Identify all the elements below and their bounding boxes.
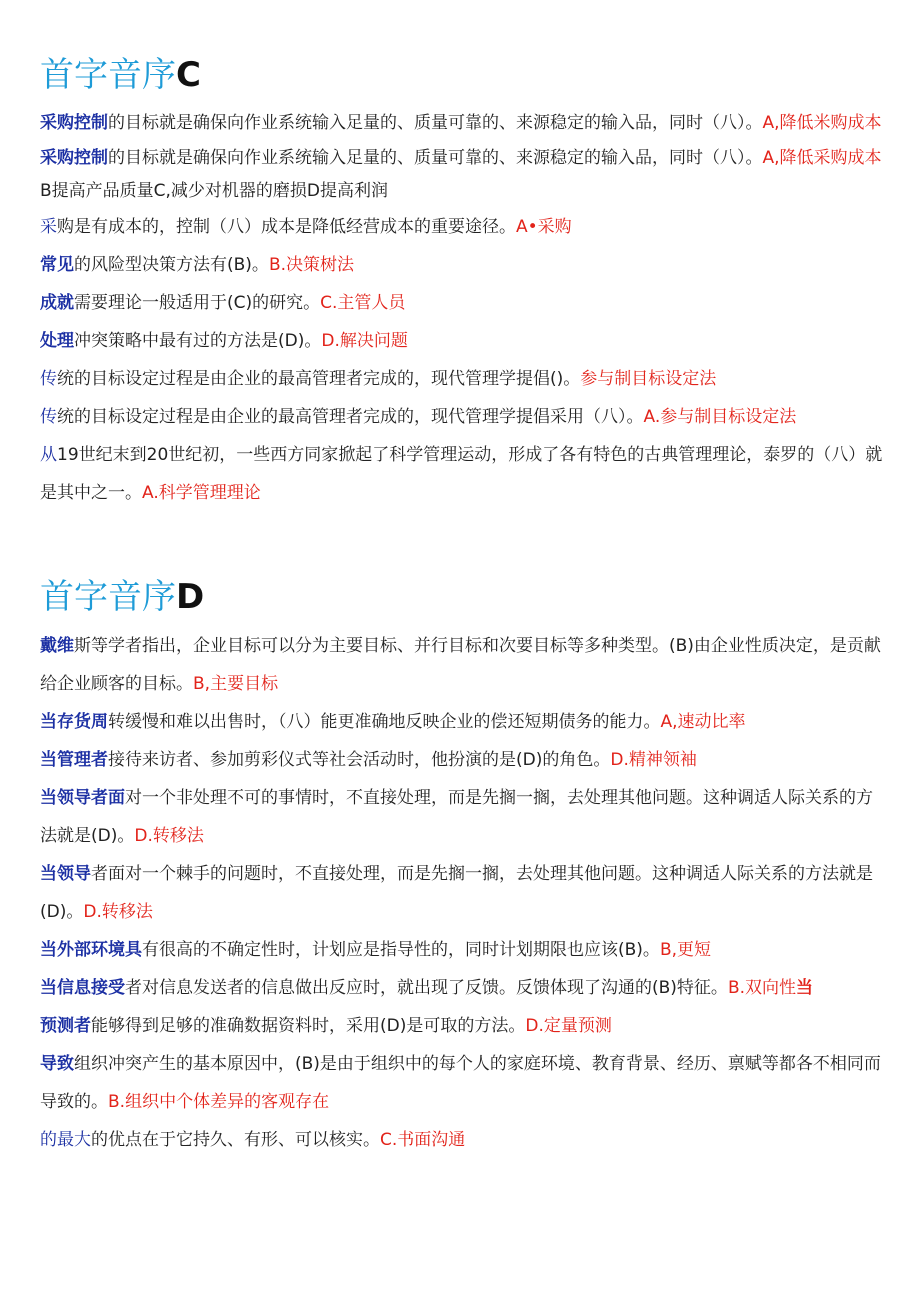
entry-answer: D.转移法	[83, 902, 153, 922]
entry-answer: 参与制目标设定法	[580, 369, 717, 389]
entry-c-7	[40, 360, 888, 398]
entry-c-1	[40, 104, 888, 142]
section-d-entries	[40, 627, 888, 1159]
entry-c-4	[40, 246, 888, 284]
entry-lead: 采	[40, 217, 57, 237]
entry-answer: C.书面沟通	[380, 1130, 466, 1150]
entry-answer: A,降低米购成本	[762, 113, 882, 133]
entry-answer: D.定量预测	[525, 1016, 612, 1036]
entry-lead: 当存货周	[40, 712, 108, 732]
entry-lead: 当信息接受	[40, 978, 125, 998]
entry-lead: 预测者	[40, 1016, 91, 1036]
entry-lead: 的最大	[40, 1130, 91, 1150]
section-heading-text: 首字音序	[40, 577, 176, 617]
entry-c-3	[40, 208, 888, 246]
entry-lead: 导致	[40, 1054, 74, 1074]
entry-lead: 采购控制	[40, 148, 108, 168]
entry-body: 19世纪末到20世纪初，一些西方同家掀起了科学管理运动，形成了各有特色的古典管理理论，泰罗的（八）就是其中之一。	[40, 445, 883, 503]
section-heading-letter: C	[176, 55, 201, 95]
entry-body: 转缓慢和难以出售时，（八）能更准确地反映企业的偿还短期债务的能力。	[108, 712, 661, 732]
entry-answer: B.双向性	[727, 978, 797, 998]
entry-lead: 处理	[40, 331, 74, 351]
section-heading-c	[40, 54, 201, 96]
entry-answer: A•采购	[516, 217, 572, 237]
entry-d-1	[40, 627, 888, 703]
entry-lead: 成就	[40, 293, 74, 313]
entry-lead: 当外部环境具	[40, 940, 142, 960]
section-c-entries	[40, 104, 888, 512]
entry-body: 冲突策略中最有过的方法是(D)。	[74, 331, 322, 351]
entry-body: 需要理论一般适用于(C)的研究。	[74, 293, 321, 313]
entry-body: 统的目标设定过程是由企业的最高管理者完成的，现代管理学提倡采用（八）。	[57, 407, 644, 427]
entry-lead: 采购控制	[40, 113, 108, 133]
entry-d-3	[40, 741, 888, 779]
entry-body: 者面对一个棘手的问题时，不直接处理，而是先搁一搁，去处理其他问题。这种调适人际关系的方法就是(D)。	[40, 864, 873, 922]
entry-answer: B,更短	[659, 940, 712, 960]
entry-answer: B.组织中个体差异的客观存在	[108, 1092, 330, 1112]
entry-body: 的目标就是确保向作业系统输入足量的、质量可靠的、来源稳定的输入品，同时（八）。	[108, 148, 763, 168]
entry-body: 购是有成本的，控制（八）成本是降低经营成本的重要途径。	[57, 217, 516, 237]
entry-body: 组织冲突产生的基本原因中，(B)是由于组织中的每个人的家庭环境、教育背景、经历、禀赋等都各不相同而导致的。	[40, 1054, 881, 1112]
entry-c-6	[40, 322, 888, 360]
entry-answer: C.主管人员	[320, 293, 406, 313]
section-heading-text: 首字音序	[40, 55, 176, 95]
entry-d-5	[40, 855, 888, 931]
entry-d-4	[40, 779, 888, 855]
entry-d-8	[40, 1007, 888, 1045]
entry-answer: B,主要目标	[193, 674, 279, 694]
entry-answer: D.转移法	[134, 826, 204, 846]
entry-c-8	[40, 398, 888, 436]
entry-answer: A,降低采购成本	[762, 148, 882, 168]
section-heading-letter: D	[176, 577, 205, 617]
entry-lead: 当领导	[40, 864, 91, 884]
entry-answer: A,速动比率	[660, 712, 746, 732]
entry-body: 的目标就是确保向作业系统输入足量的、质量可靠的、来源稳定的输入品，同时（八）。	[108, 113, 763, 133]
entry-body: 接待来访者、参加剪彩仪式等社会活动时，他扮演的是(D)的角色。	[108, 750, 611, 770]
entry-body: 有很高的不确定性时，计划应是指导性的，同时计划期限也应该(B)。	[142, 940, 660, 960]
entry-lead: 当管理者	[40, 750, 108, 770]
entry-body: 的优点在于它持久、有形、可以核实。	[91, 1130, 380, 1150]
entry-body: 对一个非处理不可的事情时，不直接处理，而是先搁一搁，去处理其他问题。这种调适人际关系的方法就是(D)。	[40, 788, 873, 846]
entry-c-2	[40, 142, 888, 208]
entry-answer: D.精神领袖	[610, 750, 697, 770]
entry-lead: 传	[40, 407, 57, 427]
entry-body: 斯等学者指出，企业目标可以分为主要目标、并行目标和次要目标等多种类型。(B)由企业性质决定，是贡献给企业顾客的目标。	[40, 636, 881, 694]
entry-d-9	[40, 1045, 888, 1121]
entry-lead: 当领导者面	[40, 788, 125, 808]
section-heading-d	[40, 576, 204, 618]
entry-body: 统的目标设定过程是由企业的最高管理者完成的，现代管理学提倡()。	[57, 369, 581, 389]
entry-answer: A.参与制目标设定法	[643, 407, 797, 427]
entry-lead: 常见	[40, 255, 74, 275]
entry-lead: 传	[40, 369, 57, 389]
entry-answer: D.解决问题	[321, 331, 408, 351]
entry-body: 者对信息发送者的信息做出反应时，就出现了反馈。反馈体现了沟通的(B)特征。	[125, 978, 728, 998]
entry-answer: A.科学管理理论	[142, 483, 261, 503]
entry-body-tail: B提高产品质量C,减少对机器的磨损D提高利润	[40, 181, 389, 201]
entry-d-2	[40, 703, 888, 741]
entry-body: 的风险型决策方法有(B)。	[74, 255, 269, 275]
entry-d-10	[40, 1121, 888, 1159]
entry-lead: 从	[40, 445, 57, 465]
entry-answer-tail: 当	[796, 978, 814, 998]
entry-d-7	[40, 969, 888, 1007]
entry-c-5	[40, 284, 888, 322]
entry-d-6	[40, 931, 888, 969]
entry-body: 能够得到足够的准确数据资料时，采用(D)是可取的方法。	[91, 1016, 526, 1036]
entry-lead: 戴维	[40, 636, 74, 656]
entry-answer: B.决策树法	[268, 255, 355, 275]
entry-c-9	[40, 436, 888, 512]
